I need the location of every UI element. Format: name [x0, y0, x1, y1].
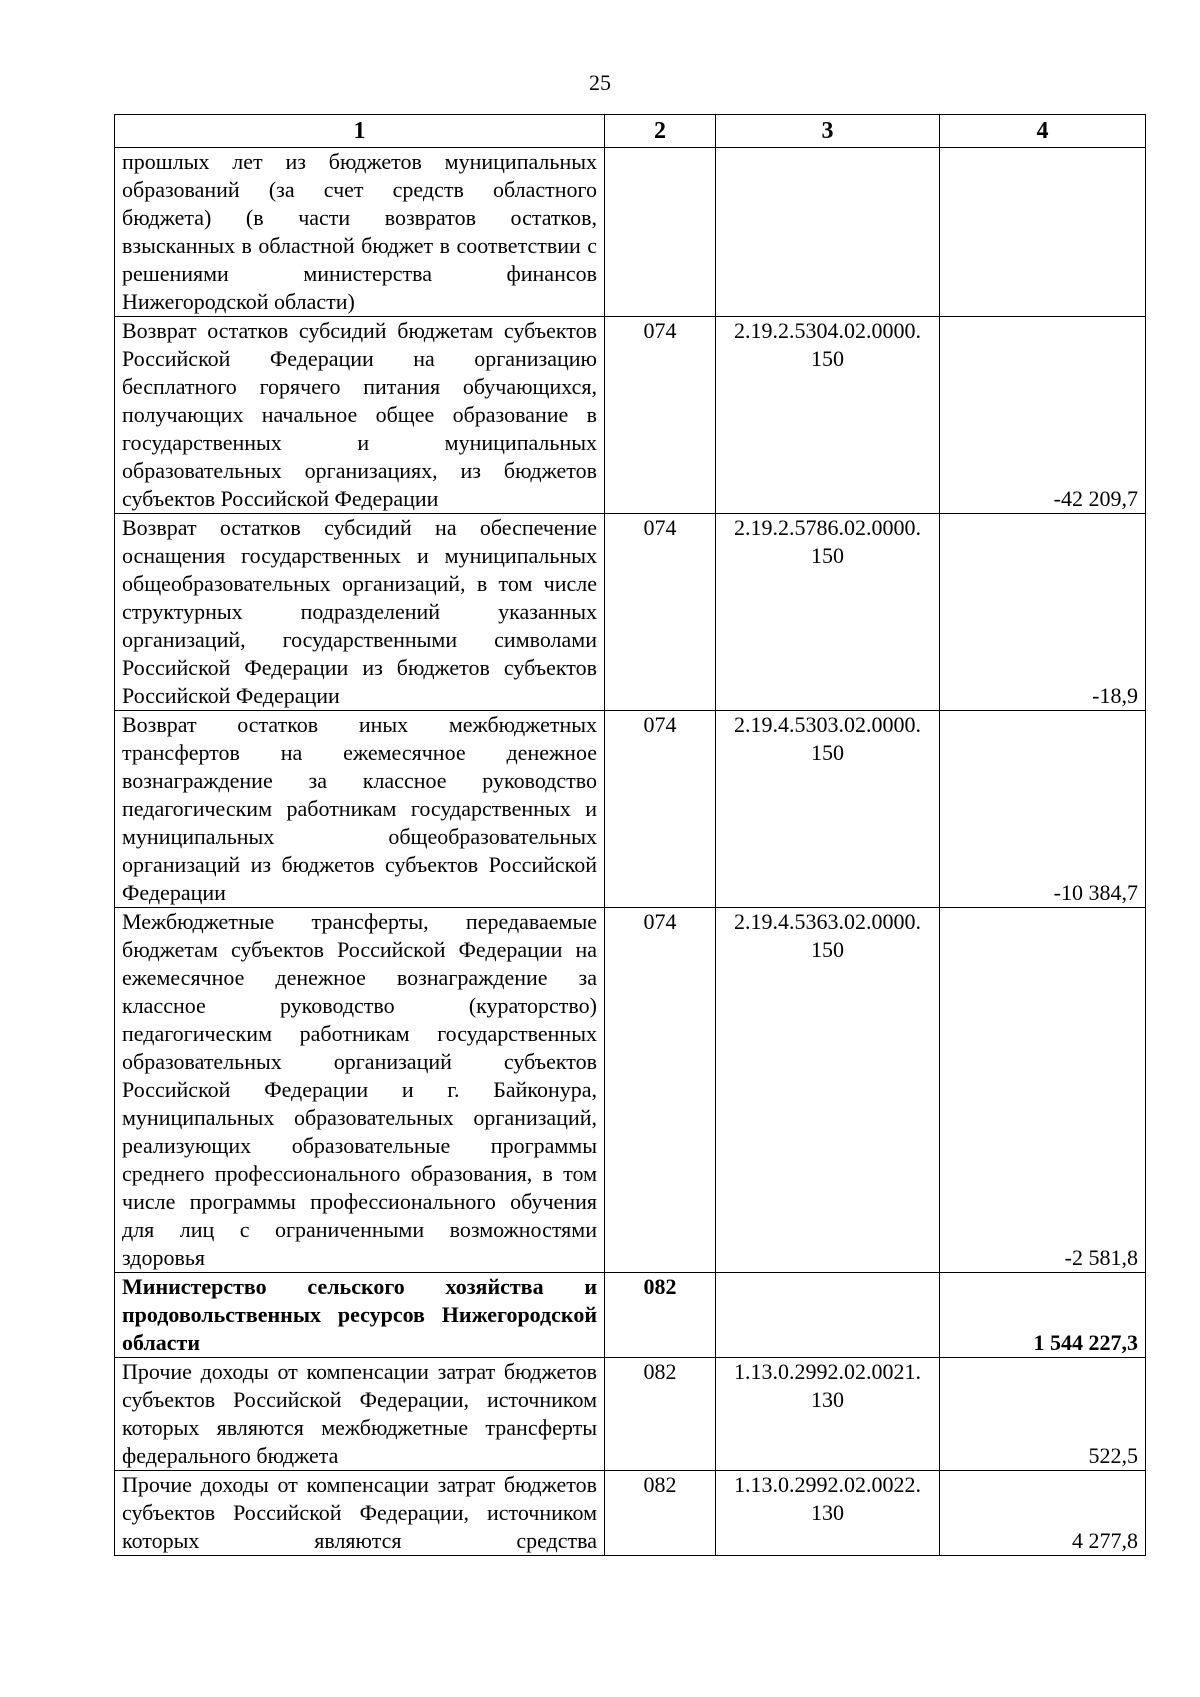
row-description: Возврат остатков иных межбюджетных трансфертов на ежемесячное денежное вознаграждение за классное руководство педагогическим работникам государственных и муниципальных общеобразовательных организаций из бюджетов субъектов Российской Федерации [115, 711, 605, 908]
row-budget-code: 1.13.0.2992.02.0022. 130 [716, 1471, 940, 1556]
page-number: 25 [589, 70, 611, 95]
row-description: Возврат остатков субсидий на обеспечение оснащения государственных и муниципальных общеобразовательных организаций, в том числе структурных подразделений указанных организаций, государственными символами Российской Федерации из бюджетов субъектов Российской Федерации [115, 514, 605, 711]
row-admin-code: 082 [605, 1358, 716, 1471]
row-description: Прочие доходы от компенсации затрат бюджетов субъектов Российской Федерации, источником которых являются межбюджетные трансферты федерального бюджета [115, 1358, 605, 1471]
row-budget-code [716, 148, 940, 317]
row-admin-code: 082 [605, 1471, 716, 1556]
row-description: Межбюджетные трансферты, передаваемые бюджетам субъектов Российской Федерации на ежемесячное денежное вознаграждение за классное руководство (кураторство) педагогическим работникам государственных образовательных организаций субъектов Российской Федерации и г. Байконура, муниципальных образовательных организаций, реализующих образовательные программы среднего профессионального образования, в том числе программы профессионального обучения для лиц с ограниченными возможностями здоровья [115, 908, 605, 1273]
row-amount: 1 544 227,3 [940, 1273, 1146, 1358]
row-admin-code: 074 [605, 908, 716, 1273]
row-admin-code: 082 [605, 1273, 716, 1358]
row-description: Возврат остатков субсидий бюджетам субъектов Российской Федерации на организацию бесплатного горячего питания обучающихся, получающих начальное общее образование в государственных и муниципальных образовательных организациях, из бюджетов субъектов Российской Федерации [115, 317, 605, 514]
row-budget-code: 2.19.2.5786.02.0000. 150 [716, 514, 940, 711]
row-amount: -42 209,7 [940, 317, 1146, 514]
column-header-3: 3 [716, 115, 940, 148]
row-amount [940, 148, 1146, 317]
row-description: прошлых лет из бюджетов муниципальных образований (за счет средств областного бюджета) (в части возвратов остатков, взысканных в областной бюджет в соответствии с решениями министерства финансов Нижегородской области) [115, 148, 605, 317]
row-amount: 4 277,8 [940, 1471, 1146, 1556]
row-budget-code: 2.19.2.5304.02.0000. 150 [716, 317, 940, 514]
table-row [115, 711, 1146, 908]
row-budget-code: 1.13.0.2992.02.0021. 130 [716, 1358, 940, 1471]
row-description: Министерство сельского хозяйства и продовольственных ресурсов Нижегородской области [115, 1273, 605, 1358]
column-header-2: 2 [605, 115, 716, 148]
row-admin-code [605, 148, 716, 317]
budget-table [114, 114, 1146, 1556]
row-admin-code: 074 [605, 514, 716, 711]
table-row [115, 148, 1146, 317]
row-budget-code [716, 1273, 940, 1358]
row-admin-code: 074 [605, 711, 716, 908]
row-amount: -10 384,7 [940, 711, 1146, 908]
table-row [115, 1358, 1146, 1471]
row-budget-code: 2.19.4.5303.02.0000. 150 [716, 711, 940, 908]
table-row [115, 1471, 1146, 1556]
row-amount: 522,5 [940, 1358, 1146, 1471]
row-budget-code: 2.19.4.5363.02.0000. 150 [716, 908, 940, 1273]
table-row [115, 908, 1146, 1273]
row-description: Прочие доходы от компенсации затрат бюджетов субъектов Российской Федерации, источником которых являются средства [115, 1471, 605, 1556]
row-admin-code: 074 [605, 317, 716, 514]
table-row-ministry [115, 1273, 1146, 1358]
table-row [115, 514, 1146, 711]
row-amount: -2 581,8 [940, 908, 1146, 1273]
column-header-1: 1 [115, 115, 605, 148]
table-header-row [115, 115, 1146, 148]
column-header-4: 4 [940, 115, 1146, 148]
table-row [115, 317, 1146, 514]
row-amount: -18,9 [940, 514, 1146, 711]
